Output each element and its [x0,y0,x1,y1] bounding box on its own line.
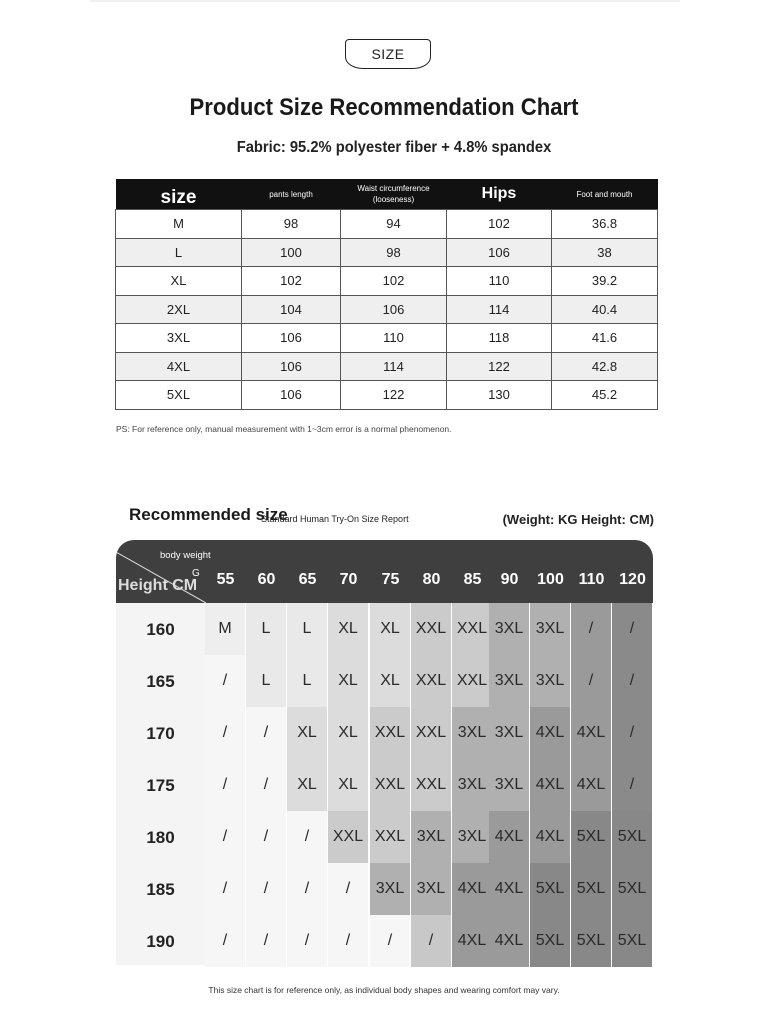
cell-foot: 41.6 [552,324,658,353]
cell-foot: 42.8 [552,352,658,381]
size-measurement-table [115,179,658,410]
size-cell: M [205,603,246,655]
size-cell: 5XL [612,811,653,863]
cell-waist: 110 [341,324,447,353]
units-label: (Weight: KG Height: CM) [502,512,654,527]
size-cell: 3XL [452,811,493,863]
size-cell: XXL [411,603,452,655]
size-cell: XXL [411,759,452,811]
size-cell: / [571,655,612,707]
size-cell: 4XL [530,759,571,811]
size-cell: / [328,863,369,915]
footer-note: This size chart is for reference only, as individual body shapes and wearing comfort may vary. [208,985,560,995]
size-cell: 5XL [530,863,571,915]
size-cell: XXL [370,759,411,811]
cell-length: 106 [242,381,341,410]
recommended-subtitle: Standard Human Try-On Size Report [261,514,409,524]
size-cell: XXL [452,603,493,655]
cell-foot: 40.4 [552,295,658,324]
height-label: 175 [146,776,175,795]
size-cell: / [370,915,411,967]
size-cell: XXL [411,707,452,759]
size-cell: 3XL [370,863,411,915]
weight-header: 65 [298,571,317,588]
cell-foot: 45.2 [552,381,658,410]
size-cell: XXL [370,811,411,863]
size-cell: 4XL [489,863,530,915]
size-cell: 5XL [530,915,571,967]
cell-hips: 114 [447,295,552,324]
size-cell: 5XL [612,863,653,915]
size-cell: XXL [452,655,493,707]
size-cell: 3XL [489,603,530,655]
height-label: 165 [146,672,175,691]
size-cell: L [287,655,328,707]
cell-size: 2XL [116,295,242,324]
table-row [116,381,658,410]
size-cell: XL [370,603,411,655]
size-cell: 3XL [452,759,493,811]
size-cell: 4XL [530,811,571,863]
size-cell: XL [328,707,369,759]
size-cell: 4XL [452,863,493,915]
recommended-title: Recommended size [129,505,288,524]
size-cell: / [205,707,246,759]
cell-hips: 118 [447,324,552,353]
size-cell: / [411,915,452,967]
header-pants-length: pants length [242,179,341,210]
size-cell: 4XL [530,707,571,759]
cell-size: M [116,210,242,239]
cell-hips: 122 [447,352,552,381]
weight-header: 60 [257,571,276,588]
height-label: 170 [146,724,175,743]
height-label: 180 [146,828,175,847]
size-cell: 4XL [489,811,530,863]
page-title: Product Size Recommendation Chart [189,94,579,121]
cell-waist: 106 [341,295,447,324]
weight-header: 55 [216,571,235,588]
table-row [116,238,658,267]
size-cell: 4XL [571,759,612,811]
size-cell: 5XL [612,915,653,967]
cell-length: 104 [242,295,341,324]
size-cell: L [246,603,287,655]
weight-header: 120 [619,571,646,588]
size-cell: XXL [370,707,411,759]
size-cell: / [612,759,653,811]
cell-foot: 36.8 [552,210,658,239]
height-column [116,603,205,965]
size-cell: 5XL [571,915,612,967]
size-cell: / [287,915,328,967]
size-cell: 3XL [489,707,530,759]
cell-foot: 39.2 [552,267,658,296]
weight-header: 110 [578,571,605,588]
size-cell: XXL [328,811,369,863]
top-divider [90,0,680,2]
cell-waist: 98 [341,238,447,267]
size-table-header [116,179,658,210]
size-cell: / [287,811,328,863]
size-cell: 4XL [571,707,612,759]
reference-note: PS: For reference only, manual measurement with 1~3cm error is a normal phenomenon. [116,424,452,434]
size-cell: 3XL [452,707,493,759]
size-cell: / [246,811,287,863]
cell-hips: 102 [447,210,552,239]
weight-header: 80 [422,571,441,588]
cell-hips: 110 [447,267,552,296]
height-cm-label: Height CM [118,577,198,594]
size-cell: / [246,863,287,915]
weight-header: 100 [537,571,564,588]
size-cell: XL [328,759,369,811]
size-cell: 3XL [530,603,571,655]
grid-header [116,540,653,603]
cell-size: 4XL [116,352,242,381]
cell-foot: 38 [552,238,658,267]
size-cell: XL [287,707,328,759]
size-cell: / [571,603,612,655]
size-cell: / [246,759,287,811]
height-label: 160 [146,620,175,639]
weight-header: 75 [381,571,400,588]
cell-hips: 130 [447,381,552,410]
table-row [116,210,658,239]
size-cell: 4XL [489,915,530,967]
size-cell: 5XL [571,811,612,863]
cell-size: 3XL [116,324,242,353]
fabric-info: Fabric: 95.2% polyester fiber + 4.8% spandex [236,139,552,156]
cell-size: L [116,238,242,267]
cell-length: 106 [242,324,341,353]
size-cell: 4XL [452,915,493,967]
cell-size: 5XL [116,381,242,410]
cell-waist: 94 [341,210,447,239]
size-cell: / [205,863,246,915]
size-cell: / [287,863,328,915]
size-cell: XL [287,759,328,811]
size-cell: 3XL [411,863,452,915]
size-cell: 3XL [411,811,452,863]
size-cell: L [246,655,287,707]
body-weight-label: body weight [160,550,211,561]
size-cell: / [612,655,653,707]
weight-header: 85 [463,571,482,588]
weight-header: 90 [500,571,519,588]
height-label: 190 [146,932,175,951]
cell-length: 106 [242,352,341,381]
header-waist: Waist circumference (looseness) [341,179,447,210]
size-badge: SIZE [345,39,431,69]
size-cell: 3XL [489,759,530,811]
header-hips: Hips [447,179,552,210]
size-cell: XL [328,603,369,655]
size-cell: L [287,603,328,655]
table-row [116,324,658,353]
size-cell: XL [370,655,411,707]
size-cell: / [205,811,246,863]
header-size: size [116,179,242,210]
cell-waist: 114 [341,352,447,381]
weight-unit-label: G [192,568,200,579]
recommendation-grid [116,540,653,965]
size-cell: XL [328,655,369,707]
size-cell: / [246,915,287,967]
size-cell: 3XL [489,655,530,707]
cell-length: 100 [242,238,341,267]
size-cell: 5XL [571,863,612,915]
cell-size: XL [116,267,242,296]
size-cell: XXL [411,655,452,707]
cell-hips: 106 [447,238,552,267]
cell-waist: 102 [341,267,447,296]
size-cell: / [205,915,246,967]
size-cell: / [205,655,246,707]
cell-length: 98 [242,210,341,239]
cell-waist: 122 [341,381,447,410]
table-row [116,352,658,381]
size-cell: / [612,707,653,759]
header-foot-mouth: Foot and mouth [552,179,658,210]
size-cell: / [205,759,246,811]
size-cell: / [328,915,369,967]
size-cell: / [612,603,653,655]
table-row [116,267,658,296]
table-row [116,295,658,324]
weight-header: 70 [339,571,358,588]
size-cell: / [246,707,287,759]
size-cell: 3XL [530,655,571,707]
height-label: 185 [146,880,175,899]
cell-length: 102 [242,267,341,296]
